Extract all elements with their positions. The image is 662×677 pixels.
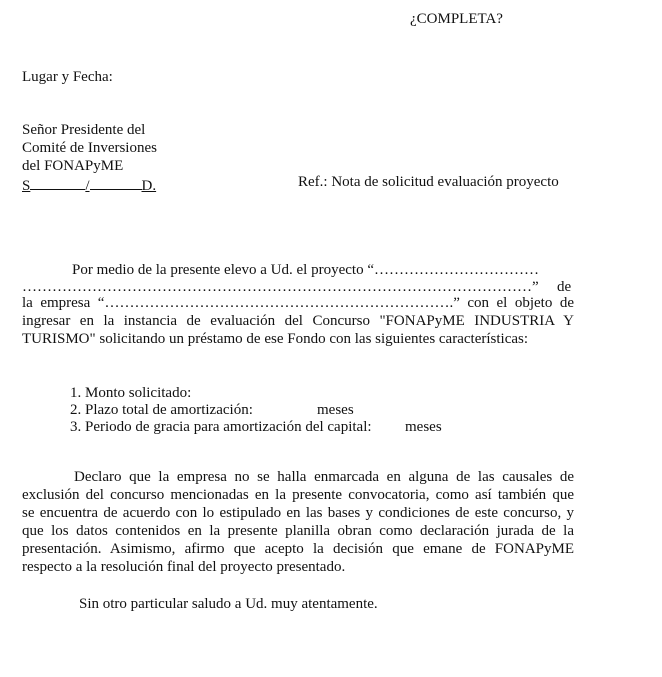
list-item: 1. Monto solicitado: <box>70 385 192 401</box>
s-blank <box>30 175 85 190</box>
slash: / <box>85 178 90 194</box>
request-line-4: ingresar en la instancia de evaluación del Concurso "FONAPyME INDUSTRIA Y <box>22 313 574 329</box>
closing-line: Sin otro particular saludo a Ud. muy atentamente. <box>79 596 378 612</box>
request-line-2-end: de <box>557 279 572 295</box>
document-status-title: ¿COMPLETA? <box>410 11 503 27</box>
place-date-label: Lugar y Fecha: <box>22 69 113 85</box>
declaration-line-3: se encuentra de acuerdo con lo estipulado en las bases y condiciones de este concurso, y <box>22 505 574 521</box>
addressee-line-2: Comité de Inversiones <box>22 140 157 156</box>
list-item: 2. Plazo total de amortización: <box>70 402 253 418</box>
addressee-line-3: del FONAPyME <box>22 158 124 174</box>
declaration-line-6: respecto a la resolución final del proyecto presentado. <box>22 559 346 575</box>
declaration-line-5: presentación. Asimismo, afirmo que acepto la decisión que emane de FONAPyME <box>22 541 574 557</box>
declaration-line-2: exclusión del concurso mencionadas en la presente convocatoria, como así también que <box>22 487 574 503</box>
request-line-1: Por medio de la presente elevo a Ud. el proyecto “…………………………… <box>72 262 539 278</box>
reference-line: Ref.: Nota de solicitud evaluación proyecto <box>298 174 559 190</box>
list-item: 3. Periodo de gracia para amortización del capital: <box>70 419 372 435</box>
d-letter: D. <box>141 178 157 194</box>
d-blank <box>90 175 142 190</box>
declaration-line-1: Declaro que la empresa no se halla enmarcada en alguna de las causales de <box>74 469 574 485</box>
request-line-2: …………………………………………………………………………………………” <box>22 279 539 295</box>
salutation-sd <box>22 175 156 195</box>
addressee-line-1: Señor Presidente del <box>22 122 146 138</box>
list-item-suffix: meses <box>317 402 354 418</box>
s-letter: S <box>22 178 31 194</box>
list-item-suffix: meses <box>405 419 442 435</box>
request-line-5: TURISMO" solicitando un préstamo de ese Fondo con las siguientes características: <box>22 331 529 347</box>
request-line-3: la empresa “…………………………………………………………….” con el objeto de <box>22 295 574 311</box>
declaration-line-4: que los datos contenidos en la presente planilla obran como declaración jurada de la <box>22 523 574 539</box>
